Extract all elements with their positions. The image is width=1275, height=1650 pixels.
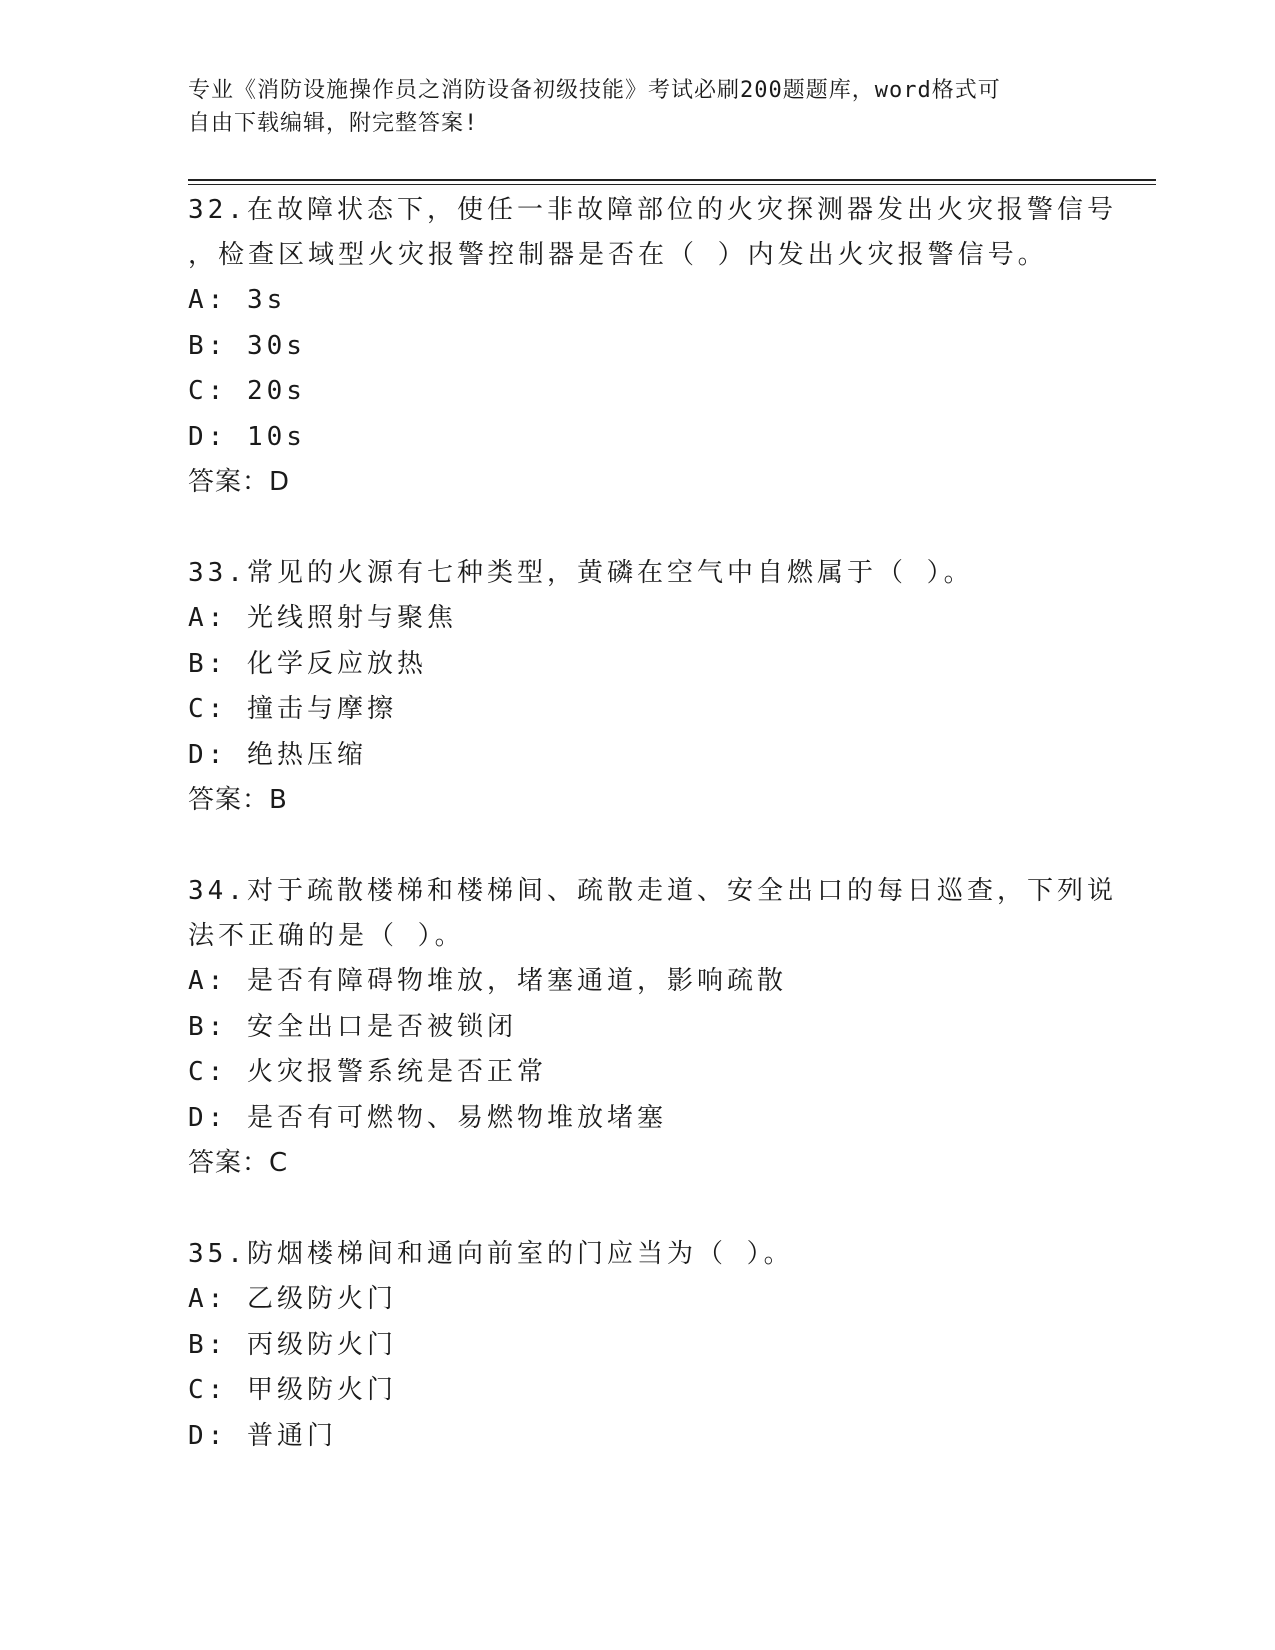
option-c: C: 20s xyxy=(188,376,306,406)
question-34 xyxy=(188,869,1128,1185)
header-divider-thin xyxy=(188,184,1156,185)
header-line-2: 自由下载编辑，附完整答案! xyxy=(188,111,479,136)
option-c: C: 火灾报警系统是否正常 xyxy=(188,1057,547,1087)
option-a: A: 是否有障碍物堆放，堵塞通道，影响疏散 xyxy=(188,966,787,996)
question-33 xyxy=(188,551,1128,822)
option-c: C: 撞击与摩擦 xyxy=(188,694,397,724)
question-list xyxy=(188,188,1128,1506)
option-b: B: 化学反应放热 xyxy=(188,648,427,679)
option-d: D: 是否有可燃物、易燃物堆放堵塞 xyxy=(188,1102,667,1133)
question-stem: 32.在故障状态下，使任一非故障部位的火灾探测器发出火灾报警信号 xyxy=(188,195,1117,225)
option-a: A: 乙级防火门 xyxy=(188,1284,397,1314)
question-35 xyxy=(188,1232,1128,1459)
question-stem: 法不正确的是（ ）。 xyxy=(188,921,465,951)
answer-label: 答案：C xyxy=(188,1148,289,1178)
option-a: A: 3s xyxy=(188,285,287,315)
document-header xyxy=(188,74,1068,140)
option-b: B: 30s xyxy=(188,330,306,361)
question-stem: ，检查区域型火灾报警控制器是否在（ ）内发出火灾报警信号。 xyxy=(188,240,1048,270)
option-d: D: 10s xyxy=(188,421,306,452)
option-d: D: 绝热压缩 xyxy=(188,739,367,770)
option-c: C: 甲级防火门 xyxy=(188,1375,397,1405)
option-a: A: 光线照射与聚焦 xyxy=(188,603,457,633)
answer-label: 答案：D xyxy=(188,467,291,497)
question-stem: 35.防烟楼梯间和通向前室的门应当为（ ）。 xyxy=(188,1239,794,1269)
question-stem: 34.对于疏散楼梯和楼梯间、疏散走道、安全出口的每日巡查，下列说 xyxy=(188,876,1117,906)
option-b: B: 安全出口是否被锁闭 xyxy=(188,1011,517,1042)
header-divider-thick xyxy=(188,179,1156,181)
option-d: D: 普通门 xyxy=(188,1420,337,1451)
question-32 xyxy=(188,188,1128,504)
answer-label: 答案：B xyxy=(188,785,288,815)
question-stem: 33.常见的火源有七种类型，黄磷在空气中自燃属于（ ）。 xyxy=(188,558,974,588)
option-b: B: 丙级防火门 xyxy=(188,1329,397,1360)
header-line-1: 专业《消防设施操作员之消防设备初级技能》考试必刷200题题库，word格式可 xyxy=(188,78,1001,103)
